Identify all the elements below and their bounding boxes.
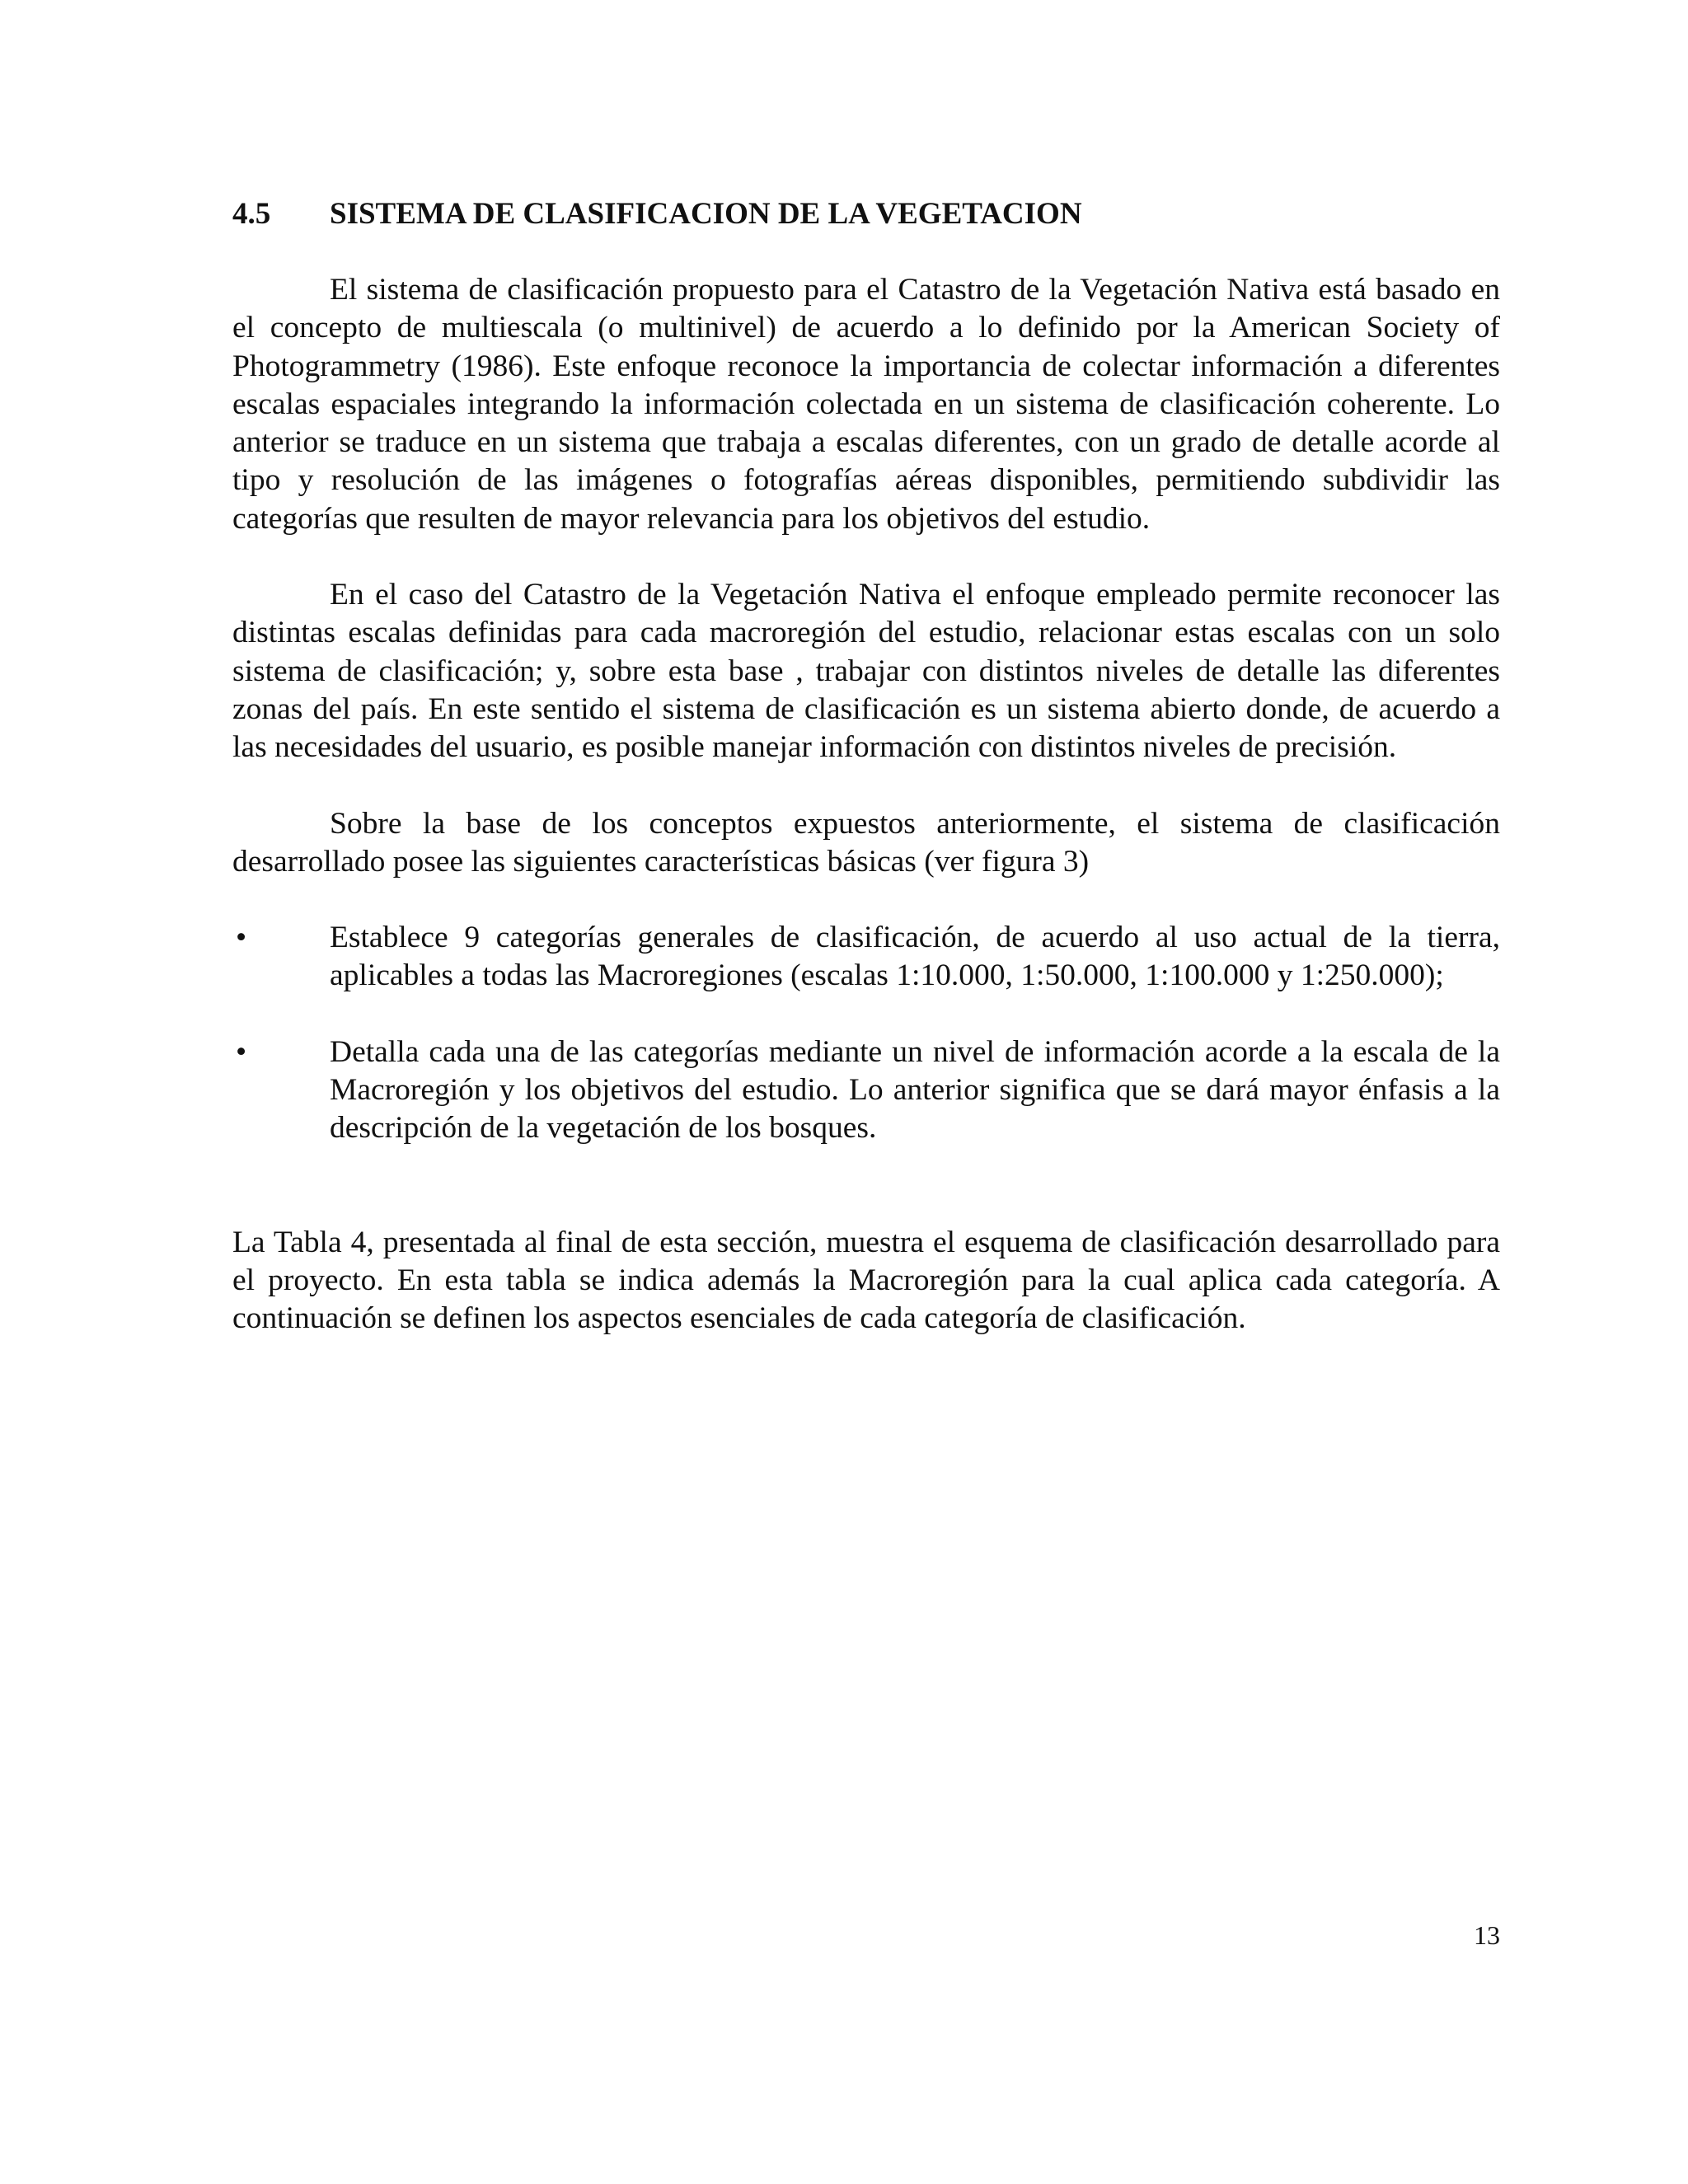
paragraph-classification-system: El sistema de clasificación propuesto para el Catastro de la Vegetación Nativa está basado en el concepto de multiescala (o multinivel) de acuerdo a lo definido por la American Society of Photogrammetry (1986). Este enfoque reconoce la importancia de colectar información a diferentes escalas espaciales integrando la información colectada en un sistema de clasificación coherente. Lo anterior se traduce en un sistema que trabaja a escalas diferentes, con un grado de detalle acorde al tipo y resolución de las imágenes o fotografías aéreas disponibles, permitiendo subdividir las categorías que resulten de mayor relevancia para los objetivos del estudio. [232, 273, 1500, 536]
page-number: 13 [1474, 1920, 1500, 1950]
list-item [232, 1033, 1500, 1148]
paragraph-characteristics-intro: Sobre la base de los conceptos expuestos anteriormente, el sistema de clasificación desarrollado posee las siguientes características básicas (ver figura 3) [232, 806, 1500, 879]
list-item-text: Detalla cada una de las categorías mediante un nivel de información acorde a la escala de la Macroregión y los objetivos del estudio. Lo anterior significa que se dará mayor énfasis a la descripción de la vegetación de los bosques. [330, 1034, 1500, 1146]
list-item-text: Establece 9 categorías generales de clasificación, de acuerdo al uso actual de la tierra, aplicables a todas las Macroregiones (escalas 1:10.000, 1:50.000, 1:100.000 y 1:250.000); [330, 921, 1500, 993]
list-item [232, 919, 1500, 996]
paragraph-catastro-approach: En el caso del Catastro de la Vegetación Nativa el enfoque empleado permite reconocer las distintas escalas definidas para cada macroregión del estudio, relacionar estas escalas con un solo sistema de clasificación; y, sobre esta base , trabajar con distintos niveles de detalle las diferentes zonas del país. En este sentido el sistema de clasificación es un sistema abierto donde, de acuerdo a las necesidades del usuario, es posible manejar información con distintos niveles de precisión. [232, 578, 1500, 765]
section-heading [232, 194, 1500, 234]
section-number: 4.5 [232, 197, 271, 231]
bullet-icon: • [236, 921, 247, 955]
document-page [232, 194, 1500, 1338]
paragraph-tabla-4: La Tabla 4, presentada al final de esta sección, muestra el esquema de clasificación desarrollado para el proyecto. En esta tabla se indica además la Macroregión para la cual aplica cada categoría. A continuación se definen los aspectos esenciales de cada categoría de clasificación. [232, 1225, 1500, 1336]
section-title: SISTEMA DE CLASIFICACION DE LA VEGETACION [330, 197, 1082, 231]
bullet-icon: • [236, 1034, 247, 1069]
characteristics-list [232, 919, 1500, 1147]
